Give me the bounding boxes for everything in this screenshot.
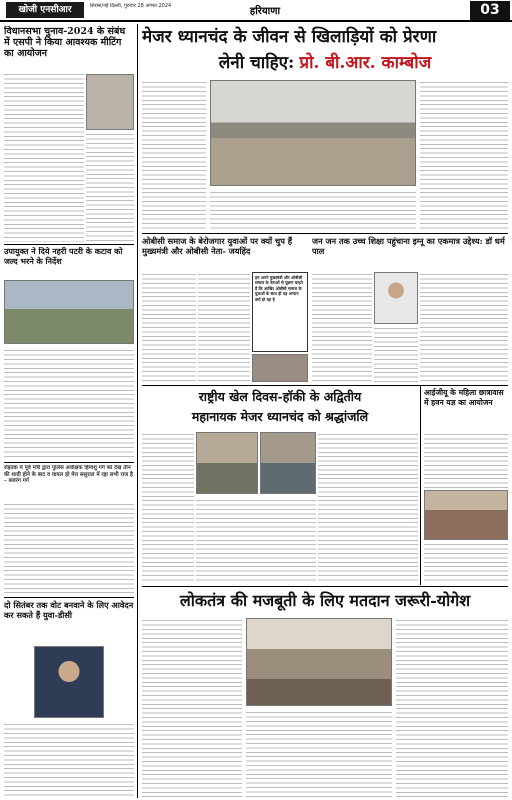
headline-education: जन जन तक उच्च शिक्षा पहुंचाना इग्नू का एकमात्र उद्देश्य: डॉ धर्म पाल	[312, 236, 505, 256]
headline-obc-youth: ओबीसी समाज के बेरोजगार युवाओं पर क्यों चुप हैं मुख्यमंत्री और ओबीसी नेता- जयहिंद	[142, 236, 293, 256]
page-number: 03	[470, 1, 510, 20]
divider	[4, 244, 134, 245]
photo-tribute-1	[196, 432, 258, 494]
photo-voter-event	[246, 618, 392, 706]
headline-sports-day-line2: महानायक मेजर ध्यानचंद को श्रद्धांजलि	[191, 409, 369, 424]
headline-democracy: लोकतंत्र की मजबूती के लिए मतदान जरूरी-योगेश	[179, 591, 471, 610]
body-text-election-2	[86, 132, 134, 242]
photo-dr-dharampal	[374, 272, 418, 324]
body-text-voter	[4, 722, 134, 798]
divider	[4, 597, 134, 598]
photo-tribute-2	[260, 432, 316, 494]
headline-voter-registration: दो सितंबर तक वोट बनवाने के लिए आवेदन कर सकते हैं युवा-डीसी	[4, 600, 134, 620]
photo-dc	[34, 646, 104, 718]
headline-dhyanchand-line1: मेजर ध्यानचंद के जीवन से खिलाड़ियों को प्रेरणा	[142, 27, 437, 47]
section-title: हरियाणा	[249, 6, 281, 17]
headline-dhyanchand-line2: लेनी चाहिए:	[218, 53, 295, 73]
newspaper-logo: खोजी एनसीआर	[6, 2, 84, 18]
body-text-democracy-1	[142, 618, 242, 798]
body-text-dhyanchand-1	[142, 80, 206, 230]
column-divider	[137, 24, 138, 798]
column-divider	[420, 385, 421, 585]
quote-box: हम अपने मुख्यमंत्री और ओबीसी समाज के नेताओं से पूछना चाहते हैं कि आखिर ओबीसी समाज के युवाओं के साथ ही यह अन्याय क्यों हो रहा है	[252, 272, 308, 352]
body-text-sports-2	[196, 498, 316, 582]
body-text-education-2	[374, 326, 418, 382]
divider	[4, 462, 134, 463]
body-text-hostel-1	[424, 432, 508, 488]
headline-women-hostel: आईजीयू के महिला छात्रावास में हवन यज्ञ का आयोजन	[424, 388, 504, 407]
photo-havan	[424, 490, 508, 540]
body-text-election	[4, 72, 84, 242]
body-text-hostel-2	[424, 542, 508, 582]
divider	[142, 586, 508, 587]
divider	[142, 233, 508, 234]
headline-teej: रोहतक में पूर्व मंत्री द्वारा पुलिस अधीक्षक हिमांशु गर्ग को देख तीन की शादी होने के बाद व घायल हो मेरा ससुराल में रहा सभी राज है – बजरंग गर्ग	[4, 465, 133, 485]
photo-obc-leader	[252, 354, 308, 382]
headline-dhyanchand-name: प्रो. बी.आर. काम्बोज	[299, 53, 432, 73]
headline-road-repair: उपायुक्त ने दिये नहरी पटरी के कटाव को जल्द भरने के निर्देश	[4, 247, 123, 266]
body-text-democracy-3	[396, 618, 508, 798]
headline-sports-day-line1: राष्ट्रीय खेल दिवस-हॉकी के अद्वितीय	[198, 389, 362, 404]
body-text-obc-1	[142, 272, 196, 382]
headline-election-meeting: विधानसभा चुनाव-2024 के संबंध में एसपी ने किया आवश्यक मीटिंग का आयोजन	[4, 26, 126, 59]
divider	[142, 385, 508, 386]
body-text-education-3	[420, 272, 508, 382]
body-text-road	[4, 348, 134, 458]
headline-dhyanchand-line2-wrap	[142, 52, 508, 76]
body-text-dhyanchand-2	[210, 190, 416, 230]
body-text-teej	[4, 502, 134, 594]
body-text-education-1	[312, 272, 372, 382]
dateline: सिरसा/नई दिल्ली, गुरुवार 28 अगस्त 2024	[90, 3, 172, 9]
body-text-dhyanchand-3	[420, 80, 508, 230]
body-text-sports-3	[318, 432, 418, 582]
photo-athletes-group	[210, 80, 416, 186]
body-text-sports-1	[142, 432, 194, 582]
body-text-democracy-2	[246, 710, 392, 798]
body-text-obc-2	[198, 272, 250, 382]
photo-sp-officer	[86, 74, 134, 130]
photo-canal-road	[4, 280, 134, 344]
